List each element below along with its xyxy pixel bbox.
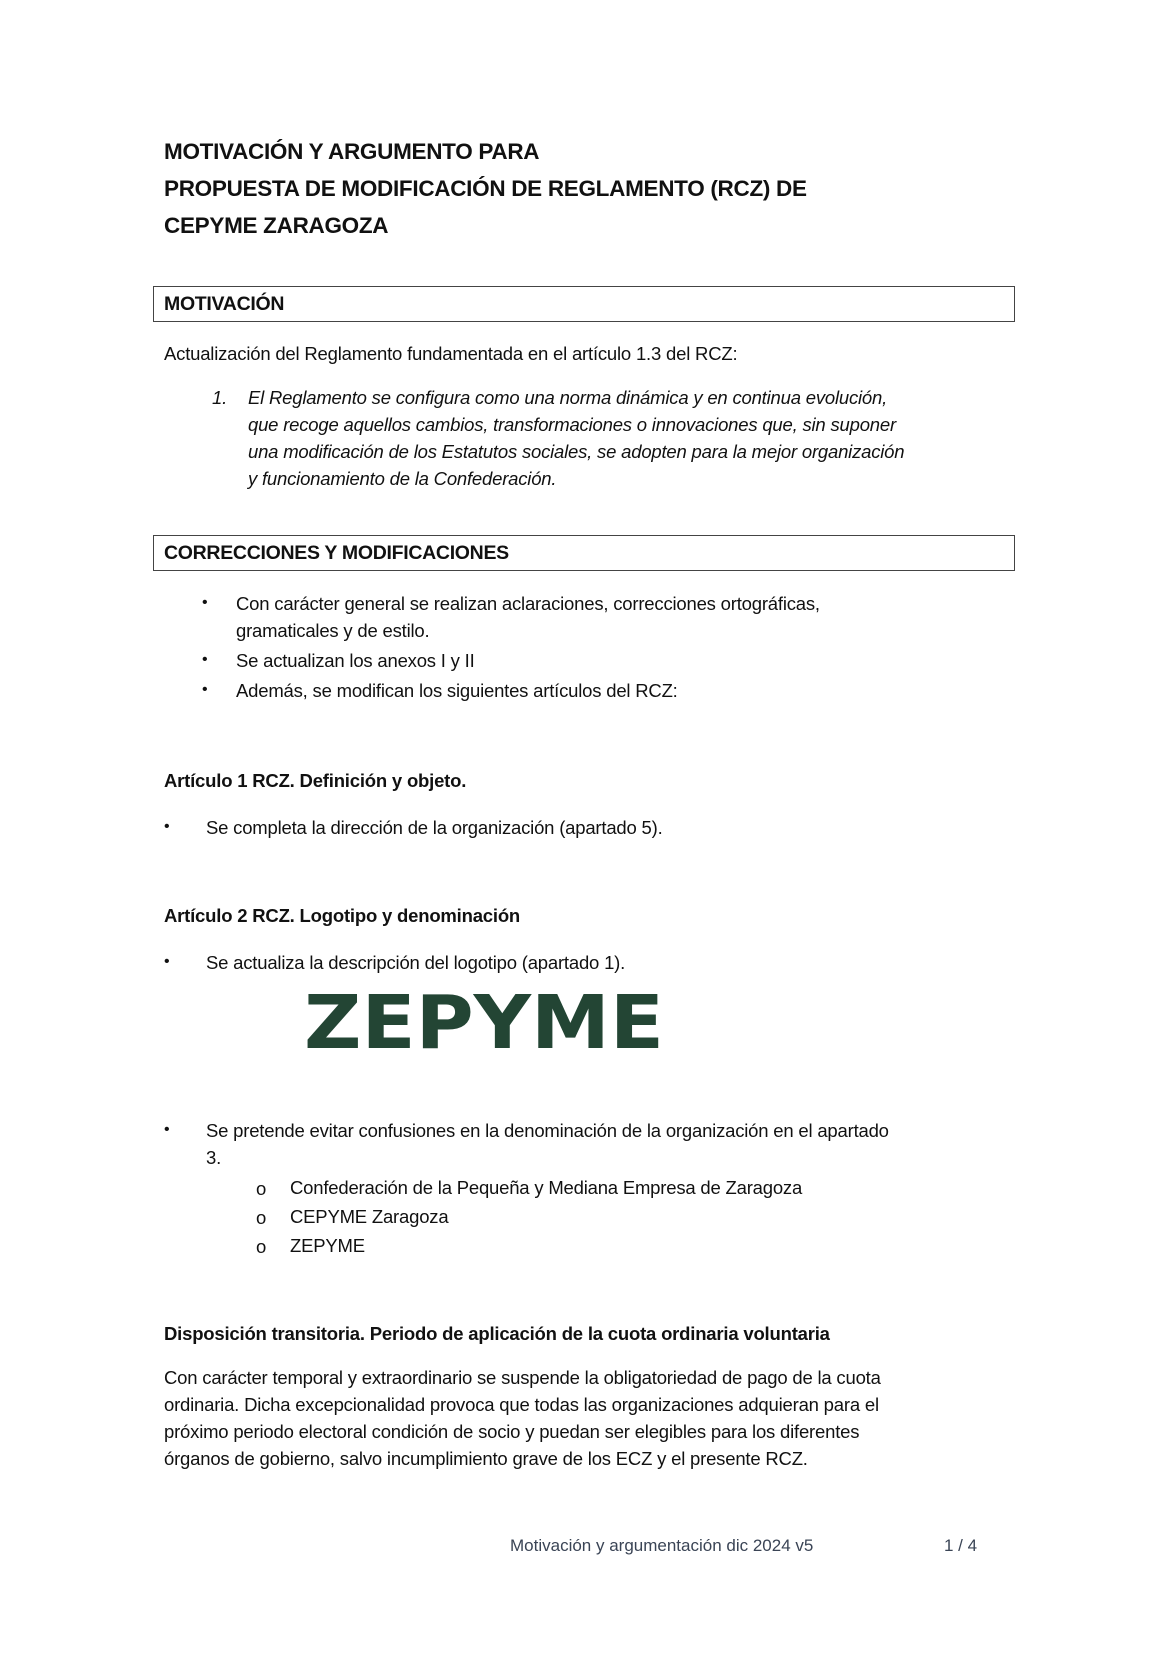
sub-list-item: CEPYME Zaragoza	[290, 1206, 449, 1227]
quote-line: El Reglamento se configura como una norma dinámica y en continua evolución,	[248, 387, 888, 408]
section-heading-text: MOTIVACIÓN	[164, 293, 285, 315]
paragraph-line: órganos de gobierno, salvo incumplimiento grave de los ECZ y el presente RCZ.	[164, 1448, 808, 1469]
quote-number: 1.	[212, 387, 228, 408]
paragraph-line: próximo periodo electoral condición de socio y puedan ser elegibles para los diferentes	[164, 1421, 860, 1442]
quote-line: una modificación de los Estatutos sociales, se adopten para la mejor organización	[248, 441, 905, 462]
list-item	[206, 1117, 889, 1171]
list-item: Además, se modifican los siguientes artículos del RCZ:	[236, 680, 678, 701]
list-item: Se actualiza la descripción del logotipo (apartado 1).	[206, 952, 626, 973]
articulo2-heading: Artículo 2 RCZ. Logotipo y denominación	[164, 905, 521, 926]
section-heading-correcciones	[153, 535, 1015, 571]
paragraph-line: ordinaria. Dicha excepcionalidad provoca que todas las organizaciones adquieran para el	[164, 1394, 879, 1415]
title-line: PROPUESTA DE MODIFICACIÓN DE REGLAMENTO (RCZ) DE	[164, 176, 807, 201]
footer-label: Motivación y argumentación dic 2024 v5	[510, 1536, 814, 1555]
sub-bullet-icon: o	[256, 1236, 267, 1257]
bullet-icon: •	[164, 818, 170, 835]
sub-list-item: ZEPYME	[290, 1235, 365, 1256]
zepyme-logo-text: ZEPYME	[304, 990, 664, 1054]
quote-line: y funcionamiento de la Confederación.	[248, 468, 557, 489]
articulo1-heading: Artículo 1 RCZ. Definición y objeto.	[164, 770, 467, 791]
section-heading-text: CORRECCIONES Y MODIFICACIONES	[164, 542, 509, 564]
list-item-line: Se pretende evitar confusiones en la denominación de la organización en el apartado	[206, 1120, 889, 1141]
disposicion-paragraph	[164, 1364, 1014, 1472]
list-item	[236, 590, 820, 644]
list-item-line: gramaticales y de estilo.	[236, 620, 430, 641]
bullet-icon: •	[164, 953, 170, 970]
document-title	[164, 133, 807, 244]
bullet-icon: •	[164, 1121, 170, 1138]
zepyme-logo	[304, 990, 664, 1054]
disposicion-heading: Disposición transitoria. Periodo de aplicación de la cuota ordinaria voluntaria	[164, 1323, 830, 1344]
sub-list-item: Confederación de la Pequeña y Mediana Empresa de Zaragoza	[290, 1177, 803, 1198]
paragraph-line: Con carácter temporal y extraordinario se suspende la obligatoriedad de pago de la cuota	[164, 1367, 881, 1388]
bullet-icon: •	[202, 651, 208, 668]
quote-block	[248, 384, 1018, 492]
title-line: CEPYME ZARAGOZA	[164, 213, 389, 238]
page-number: 1 / 4	[944, 1536, 978, 1555]
list-item: Se completa la dirección de la organización (apartado 5).	[206, 817, 663, 838]
motivacion-intro: Actualización del Reglamento fundamentada en el artículo 1.3 del RCZ:	[164, 343, 738, 364]
list-item: Se actualizan los anexos I y II	[236, 650, 475, 671]
sub-bullet-icon: o	[256, 1178, 267, 1199]
sub-bullet-icon: o	[256, 1207, 267, 1228]
list-item-line: 3.	[206, 1147, 222, 1168]
bullet-icon: •	[202, 594, 208, 611]
list-item-line: Con carácter general se realizan aclaraciones, correcciones ortográficas,	[236, 593, 820, 614]
bullet-icon: •	[202, 681, 208, 698]
title-line: MOTIVACIÓN Y ARGUMENTO PARA	[164, 139, 540, 164]
quote-line: que recoge aquellos cambios, transformaciones o innovaciones que, sin suponer	[248, 414, 896, 435]
section-heading-motivacion	[153, 286, 1015, 322]
